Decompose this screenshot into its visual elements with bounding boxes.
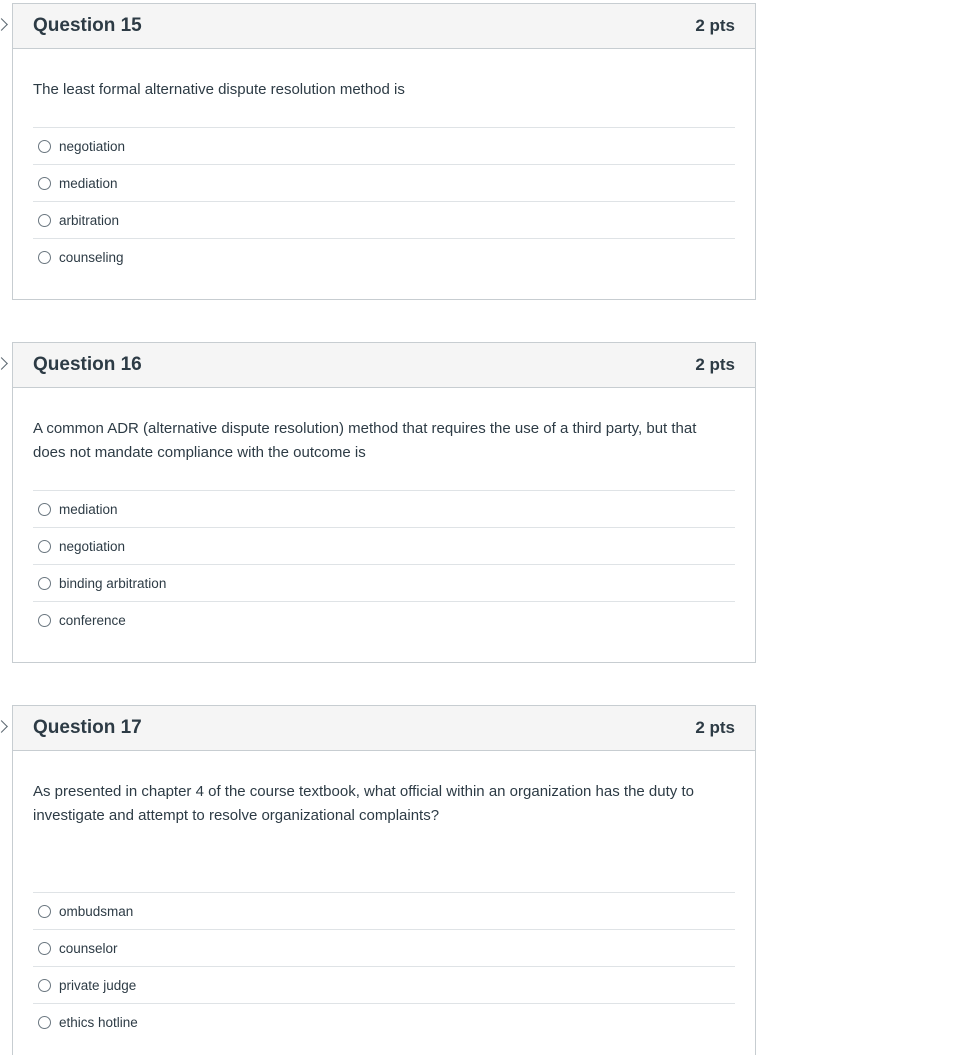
answer-label: conference: [59, 613, 126, 628]
radio-button[interactable]: [38, 503, 51, 516]
question-body: [13, 388, 755, 639]
answer-option[interactable]: [33, 202, 735, 239]
answer-option[interactable]: [33, 893, 735, 930]
question-17-chevron-icon: [0, 720, 8, 733]
question-title: Question 16: [33, 354, 142, 375]
radio-button[interactable]: [38, 177, 51, 190]
question-text: A common ADR (alternative dispute resolution) method that requires the use of a third party, but that does not mandate compliance with the outcome is: [33, 420, 697, 461]
question-15-chevron-icon: [0, 18, 8, 31]
question-text: The least formal alternative dispute resolution method is: [33, 81, 405, 98]
radio-button[interactable]: [38, 614, 51, 627]
answer-label: negotiation: [59, 538, 126, 554]
question-body: [13, 751, 755, 1041]
radio-button[interactable]: [38, 1016, 51, 1029]
answer-list: [33, 127, 735, 276]
answer-option[interactable]: [33, 165, 735, 202]
answer-label: arbitration: [59, 212, 120, 228]
question-text: As presented in chapter 4 of the course textbook, what official within an organization has the duty to investigate and attempt to resolve organizational complaints?: [33, 783, 694, 824]
answer-option[interactable]: [33, 565, 735, 602]
answer-label: mediation: [59, 501, 118, 517]
question-16-chevron-icon: [0, 357, 8, 370]
radio-button[interactable]: [38, 979, 51, 992]
answer-option[interactable]: [33, 1004, 735, 1041]
radio-button[interactable]: [38, 942, 51, 955]
answer-list: [33, 490, 735, 639]
answer-option[interactable]: [33, 602, 735, 639]
question-header: [13, 4, 755, 49]
answer-list: [33, 892, 735, 1041]
answer-option[interactable]: [33, 967, 735, 1004]
question-title: Question 17: [33, 717, 142, 738]
question-points: 2 pts: [695, 718, 735, 737]
question-header: [13, 706, 755, 751]
question-points: 2 pts: [695, 355, 735, 374]
question-17: [12, 705, 756, 1055]
radio-button[interactable]: [38, 251, 51, 264]
radio-button[interactable]: [38, 905, 51, 918]
question-15: [12, 3, 756, 300]
answer-option[interactable]: [33, 128, 735, 165]
answer-option[interactable]: [33, 528, 735, 565]
answer-label: private judge: [59, 977, 137, 993]
radio-button[interactable]: [38, 577, 51, 590]
answer-label: binding arbitration: [59, 575, 167, 591]
answer-option[interactable]: [33, 930, 735, 967]
radio-button[interactable]: [38, 214, 51, 227]
answer-label: ombudsman: [59, 903, 134, 919]
answer-label: counselor: [59, 940, 118, 956]
answer-label: negotiation: [59, 138, 126, 154]
answer-option[interactable]: [33, 239, 735, 276]
radio-button[interactable]: [38, 140, 51, 153]
question-title: Question 15: [33, 15, 142, 36]
question-body: [13, 49, 755, 276]
question-16: [12, 342, 756, 663]
radio-button[interactable]: [38, 540, 51, 553]
answer-option[interactable]: [33, 491, 735, 528]
question-points: 2 pts: [695, 16, 735, 35]
answer-label: mediation: [59, 175, 118, 191]
answer-label: counseling: [59, 250, 124, 265]
question-header: [13, 343, 755, 388]
answer-label: ethics hotline: [59, 1015, 138, 1030]
